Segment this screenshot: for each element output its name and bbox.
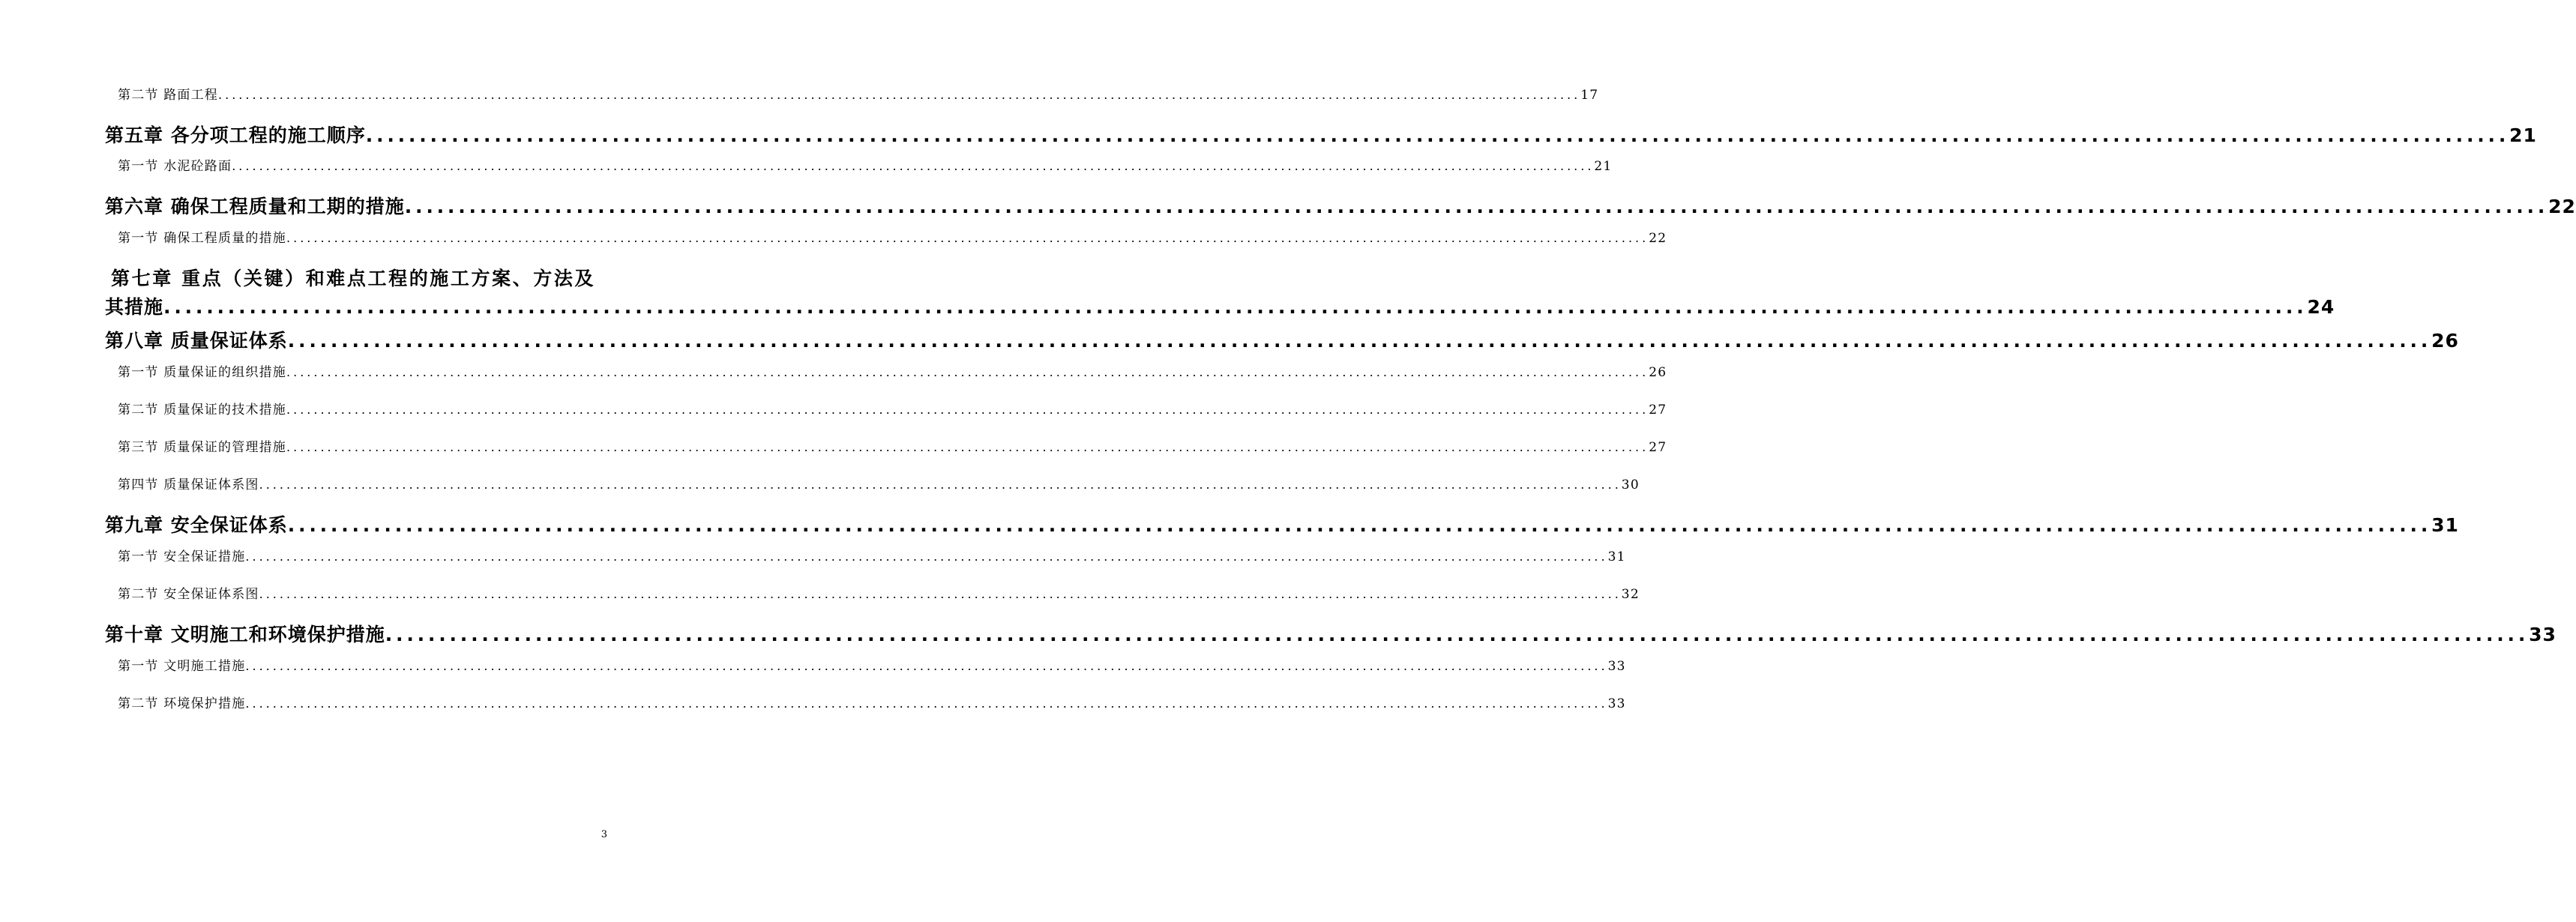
toc-leader-dots: ........................................................................................................................................................................................................ xyxy=(287,514,2432,536)
toc-entry-label: 第一节 安全保证措施 xyxy=(118,549,246,564)
toc-entry-label-line-2: 其措施 xyxy=(105,296,164,318)
toc-entry-page: 27 xyxy=(1649,440,1667,455)
toc-leader-dots: ........................................................................................................................................................................................................ xyxy=(385,624,2530,645)
toc-entry-page: 24 xyxy=(2307,296,2335,318)
toc-leader-dots: ........................................................................................................................................................................................................ xyxy=(232,159,1595,173)
toc-entry-chapter-5-section-1[interactable] xyxy=(118,157,1613,176)
toc-entry-chapter-8-section-3[interactable] xyxy=(118,438,1667,457)
toc-entry-chapter-9-section-1[interactable] xyxy=(118,547,1626,567)
toc-entry-label: 第八章 质量保证体系 xyxy=(105,330,288,352)
toc-entry-label-line-1: 第七章 重点（关键）和难点工程的施工方案、方法及 xyxy=(111,268,596,289)
toc-entry-label: 第三节 质量保证的管理措施 xyxy=(118,440,287,455)
toc-entry-chapter-8-section-4[interactable] xyxy=(118,475,1640,495)
toc-entry-label: 第一节 文明施工措施 xyxy=(118,659,246,674)
toc-entry-page: 26 xyxy=(2431,330,2459,352)
toc-entry-label: 第二节 质量保证的技术措施 xyxy=(118,403,287,418)
toc-entry-page: 26 xyxy=(1649,365,1667,380)
toc-entry-section-road-works[interactable] xyxy=(118,85,1599,105)
toc-entry-label: 第一节 水泥砼路面 xyxy=(118,159,232,174)
toc-entry-label: 第五章 各分项工程的施工顺序 xyxy=(105,124,366,146)
toc-entry-page: 33 xyxy=(1607,659,1626,674)
toc-entry-chapter-10[interactable] xyxy=(105,621,2557,649)
toc-entry-label: 第十章 文明施工和环境保护措施 xyxy=(105,624,385,645)
toc-entry-chapter-5[interactable] xyxy=(105,121,2537,150)
toc-leader-dots: ........................................................................................................................................................................................................ xyxy=(218,88,1581,102)
toc-entry-page: 32 xyxy=(1621,587,1640,602)
toc-leader-dots: ........................................................................................................................................................................................................ xyxy=(286,365,1649,379)
toc-leader-dots: ........................................................................................................................................................................................................ xyxy=(404,196,2549,217)
toc-entry-label: 第四节 质量保证体系图 xyxy=(118,477,259,492)
toc-entry-chapter-9[interactable] xyxy=(105,511,2459,540)
toc-entry-chapter-8[interactable] xyxy=(105,327,2459,355)
toc-entry-label: 第六章 确保工程质量和工期的措施 xyxy=(105,196,405,217)
toc-entry-page: 33 xyxy=(2529,624,2557,645)
toc-entry-chapter-6[interactable] xyxy=(105,193,2576,221)
toc-entry-page: 17 xyxy=(1580,88,1599,103)
toc-leader-dots: ........................................................................................................................................................................................................ xyxy=(287,330,2432,352)
toc-leader-dots: ........................................................................................................................................................................................................ xyxy=(245,549,1608,564)
toc-leader-dots: ........................................................................................................................................................................................................ xyxy=(286,440,1649,454)
toc-entry-chapter-8-section-1[interactable] xyxy=(118,363,1667,382)
toc-leader-dots: ........................................................................................................................................................................................................ xyxy=(163,296,2308,318)
page-number: 3 xyxy=(601,829,607,840)
toc-leader-dots: ........................................................................................................................................................................................................ xyxy=(259,477,1622,492)
toc-entry-page: 22 xyxy=(1649,231,1667,246)
toc-leader-dots: ........................................................................................................................................................................................................ xyxy=(286,231,1649,245)
toc-entry-label: 第一节 确保工程质量的措施 xyxy=(118,231,287,246)
toc-entry-label: 第二节 环境保护措施 xyxy=(118,696,246,711)
toc-entry-chapter-10-section-1[interactable] xyxy=(118,657,1626,676)
toc-entry-line-2 xyxy=(105,293,2335,322)
toc-leader-dots: ........................................................................................................................................................................................................ xyxy=(286,403,1649,417)
toc-leader-dots: ........................................................................................................................................................................................................ xyxy=(259,587,1622,601)
toc-entry-page: 33 xyxy=(1607,696,1626,711)
toc-entry-chapter-6-section-1[interactable] xyxy=(118,229,1667,248)
toc-entry-page: 31 xyxy=(2431,514,2459,536)
toc-entry-label: 第二节 安全保证体系图 xyxy=(118,587,259,602)
toc-entry-page: 22 xyxy=(2548,196,2576,217)
toc-entry-label: 第九章 安全保证体系 xyxy=(105,514,288,536)
toc-leader-dots: ........................................................................................................................................................................................................ xyxy=(245,696,1608,711)
toc-entry-page: 30 xyxy=(1621,477,1640,492)
toc-entry-chapter-10-section-2[interactable] xyxy=(118,694,1626,714)
toc-entry-page: 27 xyxy=(1649,403,1667,418)
toc-leader-dots: ........................................................................................................................................................................................................ xyxy=(245,659,1608,673)
toc-entry-label: 第一节 质量保证的组织措施 xyxy=(118,365,287,380)
toc-entry-page: 21 xyxy=(2509,124,2537,146)
toc-entry-page: 21 xyxy=(1594,159,1613,174)
toc-leader-dots: ........................................................................................................................................................................................................ xyxy=(365,124,2510,146)
toc-entry-page: 31 xyxy=(1607,549,1626,564)
toc-entry-label: 第二节 路面工程 xyxy=(118,88,219,103)
toc-entry-chapter-9-section-2[interactable] xyxy=(118,585,1640,604)
toc-entry-chapter-8-section-2[interactable] xyxy=(118,400,1667,420)
